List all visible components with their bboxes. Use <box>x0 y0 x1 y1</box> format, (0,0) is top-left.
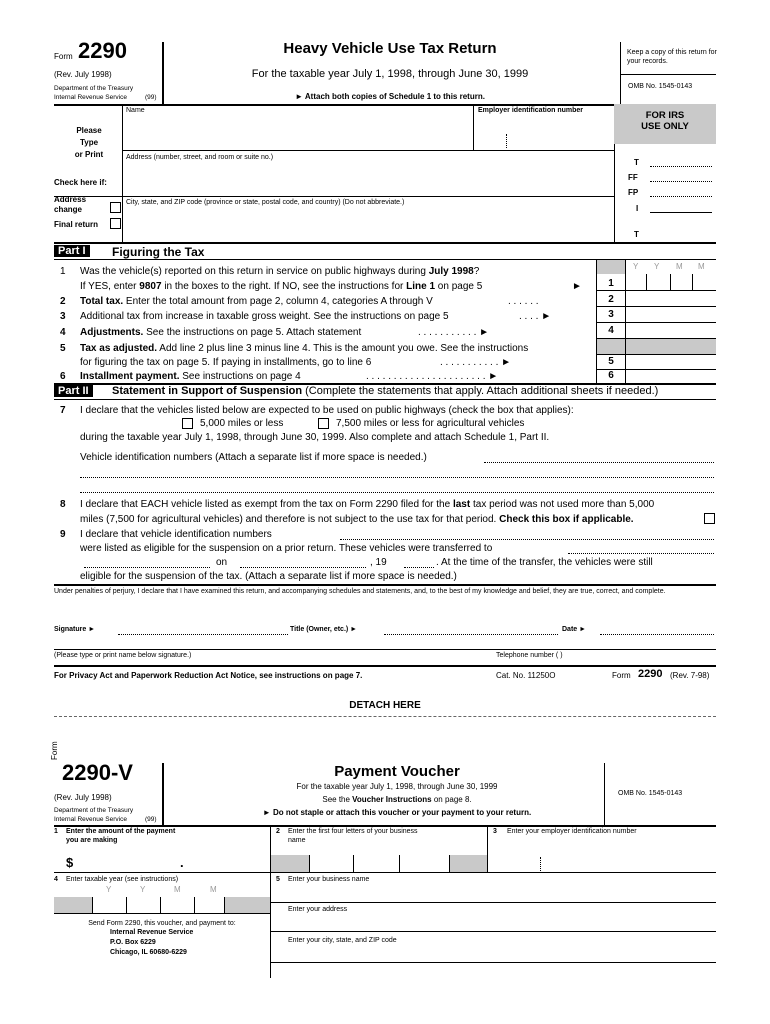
business-name-letters-input[interactable] <box>310 855 448 872</box>
revision: (Rev. July 1998) <box>54 70 112 79</box>
line7-5000-checkbox[interactable] <box>182 418 193 429</box>
box3-number: 3 <box>493 828 497 835</box>
voucher-dept-line1: Department of the Treasury <box>54 807 134 814</box>
irs-code-ff: FF <box>628 173 638 182</box>
line1-arrow: ► <box>572 281 582 292</box>
box5-label: Enter your business name <box>288 876 370 883</box>
line9-text3: . At the time of the transfer, the vehicles were still <box>436 557 653 568</box>
line4-number: 4 <box>60 327 66 338</box>
line5-text2: for figuring the tax on page 5. If paying in installments, go to line 6 <box>80 357 372 368</box>
footer-form-word: Form <box>612 671 631 680</box>
ymm-m2: M <box>698 262 705 271</box>
please-label: Please <box>76 126 102 135</box>
part2-title: Statement in Support of Suspension (Complete the statements that apply. Attach additional sheets if needed.) <box>112 385 659 397</box>
line5-text: Tax as adjusted. Add line 2 plus line 3 minus line 4. This is the amount you owe. See the instructions <box>80 343 529 354</box>
detach-here: DETACH HERE <box>349 700 421 711</box>
ymm-y2: Y <box>654 262 660 271</box>
voucher-see-instructions: See the Voucher Instructions on page 8. <box>322 795 472 804</box>
voucher-ymm-y2: Y <box>140 885 146 894</box>
line9-number: 9 <box>60 529 66 540</box>
voucher-ymm-m1: M <box>174 885 181 894</box>
line2-text: Total tax. Enter the total amount from page 2, column 4, categories A through V <box>80 296 433 307</box>
part1-title: Figuring the Tax <box>112 245 205 259</box>
privacy-notice: For Privacy Act and Paperwork Reduction Act Notice, see instructions on page 7. <box>54 671 363 680</box>
city-label: City, state, and ZIP code (province or state, postal code, and country) (Do not abbreviate.) <box>126 199 405 206</box>
box-3: 3 <box>608 309 614 320</box>
print-name-label: (Please type or print name below signature.) <box>54 652 192 659</box>
line1-instruction: If YES, enter 9807 in the boxes to the right. If NO, see the instructions for Line 1 on page 5 <box>80 281 483 292</box>
line1-number: 1 <box>60 266 66 277</box>
form-label: Form <box>54 52 73 61</box>
form-number: 2290 <box>78 38 127 63</box>
voucher-staple-note: ► Do not staple or attach this voucher or your payment to your return. <box>262 808 532 817</box>
box-4: 4 <box>608 325 614 336</box>
line2-leader: . . . . . . <box>508 296 539 307</box>
address-field[interactable] <box>126 164 611 194</box>
line5-number: 5 <box>60 343 66 354</box>
voucher-ymm-y1: Y <box>106 885 112 894</box>
line7-text: I declare that the vehicles listed below are expected to be used on public highways (check the box that applies): <box>80 405 574 416</box>
address-change-checkbox[interactable] <box>110 202 121 213</box>
line7-number: 7 <box>60 405 66 416</box>
line7-vin-field[interactable] <box>80 464 714 492</box>
voucher-form-number: 2290-V <box>62 760 133 785</box>
dept-code: (99) <box>145 94 157 101</box>
line8-number: 8 <box>60 499 66 510</box>
box1-label1: Enter the amount of the payment <box>66 828 176 835</box>
address-change-label1: Address <box>54 195 87 204</box>
business-name-input[interactable] <box>288 886 714 902</box>
line3-text: Additional tax from increase in taxable gross weight. See the instructions on page 5 <box>80 311 449 322</box>
irs-code-fp: FP <box>628 188 639 197</box>
box1-label2: you are making <box>66 837 118 844</box>
final-return-label: Final return <box>54 220 99 229</box>
line2-amount[interactable] <box>627 291 715 305</box>
line2-number: 2 <box>60 296 66 307</box>
signature-field[interactable] <box>118 616 288 634</box>
line6-text: Installment payment. See instructions on page 4 <box>80 371 301 382</box>
line8-checkbox[interactable] <box>704 513 715 524</box>
voucher-form-word: Form <box>50 741 59 760</box>
irs-code-t2: T <box>634 230 639 239</box>
line1-question: Was the vehicle(s) reported on this return in service on public highways during July 1998? <box>80 266 480 277</box>
send-to-line1: Send Form 2290, this voucher, and payment to: <box>88 920 236 927</box>
type-label: Type <box>79 138 99 147</box>
attach-note: ► Attach both copies of Schedule 1 to this return. <box>295 92 485 101</box>
title-field[interactable] <box>384 616 558 634</box>
voucher-dept-code: (99) <box>145 816 157 823</box>
line7-7500-checkbox[interactable] <box>318 418 329 429</box>
line3-amount[interactable] <box>627 307 715 321</box>
date-label: Date ► <box>562 626 587 633</box>
line8-text: I declare that EACH vehicle listed as exempt from the tax on Form 2290 filed for the last tax period was not used more than 5,000 <box>80 499 655 510</box>
line8-text2: miles (7,500 for agricultural vehicles) and therefore is not subject to the use tax for that period. Check this box if applicable. <box>80 514 634 525</box>
line5-amount[interactable] <box>627 355 715 368</box>
ymm-y1: Y <box>633 262 639 271</box>
payment-amount-input[interactable] <box>80 852 266 870</box>
title-label: Title (Owner, etc.) ► <box>290 626 358 633</box>
name-field[interactable] <box>126 116 471 148</box>
ein-field[interactable] <box>476 116 614 148</box>
line6-leader: . . . . . . . . . . . . . . . . . . . . . . ► <box>366 371 499 382</box>
detach-line <box>54 716 716 717</box>
voucher-title: Payment Voucher <box>334 763 460 780</box>
line7-vin-label: Vehicle identification numbers (Attach a separate list if more space is needed.) <box>80 452 427 463</box>
line9-text2: were listed as eligible for the suspension on a prior return. These vehicles were transferred to <box>80 543 493 554</box>
cat-number: Cat. No. 11250O <box>496 671 556 680</box>
line4-amount[interactable] <box>627 323 715 337</box>
line9-year: , 19 <box>370 557 387 568</box>
footer-rev: (Rev. 7-98) <box>670 671 710 680</box>
line9-text: I declare that vehicle identification numbers <box>80 529 272 540</box>
send-to-line4: Chicago, IL 60680-6229 <box>110 949 187 956</box>
dollar-sign: $ <box>66 855 74 870</box>
ein-label: Employer identification number <box>478 107 584 114</box>
line3-leader: . . . . ► <box>519 311 552 322</box>
footer-form-number: 2290 <box>638 668 663 680</box>
box2-label1: Enter the first four letters of your business <box>288 828 418 835</box>
line4-text: Adjustments. See the instructions on page 5. Attach statement <box>80 327 362 338</box>
date-field[interactable] <box>600 616 714 634</box>
ymm-m1: M <box>676 262 683 271</box>
box-6: 6 <box>608 370 614 381</box>
box2-label2: name <box>288 837 306 844</box>
line6-amount[interactable] <box>627 370 715 382</box>
dept-line1: Department of the Treasury <box>54 85 134 92</box>
address-change-label2: change <box>54 205 83 214</box>
send-to-line2: Internal Revenue Service <box>110 929 194 936</box>
irs-code-t: T <box>634 158 639 167</box>
box-5: 5 <box>608 356 614 367</box>
penalties-statement: Under penalties of perjury, I declare that I have examined this return, and accompanying schedules and statements, and, to the best of my knowledge and belief, they are true, correct, and complete. <box>54 588 666 595</box>
send-to-line3: P.O. Box 6229 <box>110 939 156 946</box>
address-label: Address (number, street, and room or suite no.) <box>126 154 274 161</box>
line4-leader: . . . . . . . . . . . ► <box>418 327 490 338</box>
omb-number: OMB No. 1545-0143 <box>628 83 693 90</box>
box1-number: 1 <box>54 828 58 835</box>
irs-use-line2: USE ONLY <box>641 121 689 132</box>
line9-text4: eligible for the suspension of the tax. (Attach a separate list if more space is needed.) <box>80 571 457 582</box>
voucher-dept-line2: Internal Revenue Service <box>54 816 127 823</box>
voucher-revision: (Rev. July 1998) <box>54 793 112 802</box>
address-input-label: Enter your address <box>288 906 348 913</box>
part2-label: Part II <box>54 385 93 397</box>
voucher-address-input[interactable] <box>288 916 714 930</box>
part1-label: Part I <box>54 245 90 257</box>
voucher-ymm-m2: M <box>210 885 217 894</box>
box4-label: Enter taxable year (see instructions) <box>66 876 179 883</box>
voucher-city-input[interactable] <box>288 947 714 961</box>
taxable-year-input[interactable] <box>93 897 223 913</box>
name-label: Name <box>126 107 145 114</box>
line9-on: on <box>216 557 228 568</box>
line5-leader: . . . . . . . . . . . ► <box>440 357 512 368</box>
box4-number: 4 <box>54 876 58 883</box>
voucher-omb: OMB No. 1545-0143 <box>618 790 683 797</box>
box3-label: Enter your employer identification number <box>507 828 637 835</box>
signature-label: Signature ► <box>54 626 96 633</box>
voucher-subtitle: For the taxable year July 1, 1998, through June 30, 1999 <box>296 782 498 791</box>
check-here-label: Check here if: <box>54 178 107 187</box>
form-subtitle: For the taxable year July 1, 1998, through June 30, 1999 <box>251 68 529 80</box>
box-2: 2 <box>608 294 614 305</box>
line7-7500-label: 7,500 miles or less for agricultural vehicles <box>336 418 525 429</box>
line3-number: 3 <box>60 311 66 322</box>
dept-line2: Internal Revenue Service <box>54 94 127 101</box>
line1-date-input[interactable] <box>627 274 715 290</box>
form-title: Heavy Vehicle Use Tax Return <box>283 40 497 57</box>
irs-use-line1: FOR IRS <box>645 110 685 121</box>
line7-5000-label: 5,000 miles or less <box>200 418 284 429</box>
irs-code-i: I <box>636 204 639 213</box>
city-field[interactable] <box>126 210 611 240</box>
city-input-label: Enter your city, state, and ZIP code <box>288 937 397 944</box>
or-print-label: or Print <box>74 150 104 159</box>
ein-input[interactable] <box>490 852 714 872</box>
final-return-checkbox[interactable] <box>110 218 121 229</box>
box5-number: 5 <box>276 876 280 883</box>
line6-number: 6 <box>60 371 66 382</box>
decimal-point: . <box>180 855 184 870</box>
telephone-label: Telephone number ( ) <box>496 652 563 659</box>
keep-copy-note: Keep a copy of this return for your records. <box>627 49 717 65</box>
box2-number: 2 <box>276 828 280 835</box>
box-1: 1 <box>608 278 614 289</box>
line7-text2: during the taxable year July 1, 1998, through June 30, 1999. Also complete and attach Schedule 1, Part II. <box>80 432 550 443</box>
